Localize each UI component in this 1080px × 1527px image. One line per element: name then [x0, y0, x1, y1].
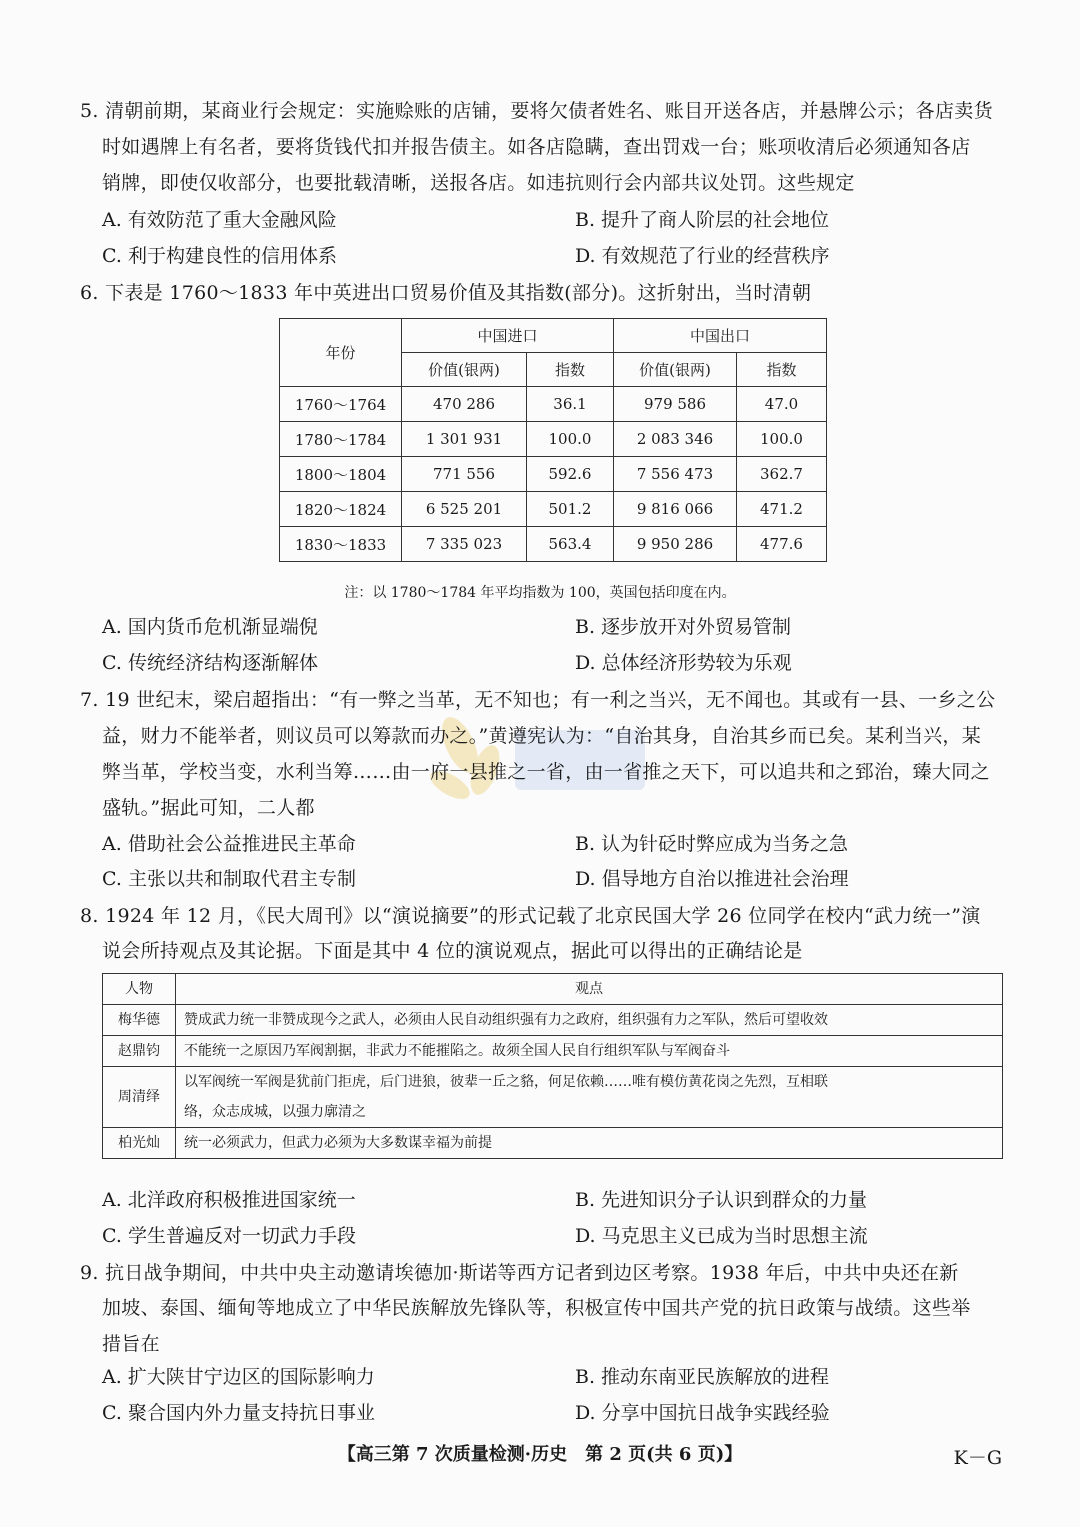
- table-row: [280, 422, 827, 457]
- table-cell: 9 950 286: [614, 527, 737, 562]
- table-cell: 1 301 931: [402, 422, 527, 457]
- paper-code: K－G: [953, 1447, 1002, 1469]
- table-cell: 470 286: [402, 387, 527, 422]
- q8-stem-line-1: 8. 1924 年 12 月，《民大周刊》以“演说摘要”的形式记载了北京民国大学 26 位同学在校内“武力统一”演: [80, 905, 981, 927]
- person-name: 梅华德: [103, 1005, 176, 1036]
- trade-table: [279, 318, 827, 562]
- q5-option-b[interactable]: B. 提升了商人阶层的社会地位: [575, 209, 830, 231]
- table-cell: 9 816 066: [614, 492, 737, 527]
- q9-stem-line-3: 措旨在: [102, 1333, 160, 1355]
- table-cell: 36.1: [527, 387, 614, 422]
- q8-option-a[interactable]: A. 北洋政府积极推进国家统一: [102, 1189, 356, 1211]
- table-row: [280, 387, 827, 422]
- q7-option-b[interactable]: B. 认为针砭时弊应成为当务之急: [575, 833, 849, 855]
- q7-option-a[interactable]: A. 借助社会公益推进民主革命: [102, 833, 356, 855]
- q9-option-a[interactable]: A. 扩大陕甘宁边区的国际影响力: [102, 1366, 375, 1388]
- q6-option-c[interactable]: C. 传统经济结构逐渐解体: [102, 652, 318, 674]
- table-cell: 362.7: [737, 457, 827, 492]
- q9-stem-line-2: 加坡、泰国、缅甸等地成立了中华民族解放先锋队等，积极宣传中国共产党的抗日政策与战绩。这些举: [102, 1297, 971, 1319]
- q7-option-d[interactable]: D. 倡导地方自治以推进社会治理: [575, 868, 849, 890]
- table-row: [280, 457, 827, 492]
- q8-option-d[interactable]: D. 马克思主义已成为当时思想主流: [575, 1225, 868, 1247]
- table-cell: 7 556 473: [614, 457, 737, 492]
- table-cell: 47.0: [737, 387, 827, 422]
- table-header-export-index: 指数: [737, 353, 827, 387]
- person-view-line: 络，众志成城，以强力廓清之: [184, 1104, 366, 1120]
- q5-option-d[interactable]: D. 有效规范了行业的经营秩序: [575, 245, 830, 267]
- q6-option-b[interactable]: B. 逐步放开对外贸易管制: [575, 616, 792, 638]
- table-cell: 1760～1764: [280, 387, 402, 422]
- table-cell: 477.6: [737, 527, 827, 562]
- table-cell: 100.0: [737, 422, 827, 457]
- q9-option-d[interactable]: D. 分享中国抗日战争实践经验: [575, 1402, 830, 1424]
- table-cell: 6 525 201: [402, 492, 527, 527]
- person-name: 柏光灿: [103, 1128, 176, 1159]
- table-cell: 1830～1833: [280, 527, 402, 562]
- table-row: [103, 1036, 1003, 1067]
- table-cell: 2 083 346: [614, 422, 737, 457]
- table-cell: 1780～1784: [280, 422, 402, 457]
- q6-stem-line-1: 6. 下表是 1760～1833 年中英进出口贸易价值及其指数(部分)。这折射出，当时清朝: [80, 282, 812, 304]
- q7-option-c[interactable]: C. 主张以共和制取代君主专制: [102, 868, 356, 890]
- table-cell: 771 556: [402, 457, 527, 492]
- q5-stem-line-1: 5. 清朝前期，某商业行会规定：实施赊账的店铺，要将欠债者姓名、账目开送各店，并悬牌公示；各店卖货: [80, 100, 993, 122]
- table-header-export-value: 价值(银两): [614, 353, 737, 387]
- table-cell: 592.6: [527, 457, 614, 492]
- q9-option-b[interactable]: B. 推动东南亚民族解放的进程: [575, 1366, 830, 1388]
- q8-option-b[interactable]: B. 先进知识分子认识到群众的力量: [575, 1189, 868, 1211]
- q7-stem-line-4: 盛轨。”据此可知，二人都: [102, 797, 315, 819]
- q5-stem-line-2: 时如遇牌上有名者，要将货钱代扣并报告债主。如各店隐瞒，查出罚戏一台；账项收清后必须通知各店: [102, 136, 971, 158]
- table-header-import-value: 价值(银两): [402, 353, 527, 387]
- page-footer: 【高三第 7 次质量检测·历史 第 2 页(共 6 页)】: [337, 1444, 743, 1465]
- table-cell: 100.0: [527, 422, 614, 457]
- person-view-cell: [176, 1067, 1003, 1128]
- q7-stem-line-2: 益，财力不能举者，则议员可以筹款而办之。”黄遵宪认为：“自治其身，自治其乡而已矣。某利当兴，某: [102, 725, 982, 747]
- table-header-person: 人物: [103, 974, 176, 1005]
- table-row: [103, 1067, 1003, 1128]
- q6-option-d[interactable]: D. 总体经济形势较为乐观: [575, 652, 792, 674]
- table-header-import-index: 指数: [527, 353, 614, 387]
- person-view: 赞成武力统一非赞成现今之武人，必须由人民自动组织强有力之政府，组织强有力之军队，然后可望收效: [176, 1005, 1003, 1036]
- table-row: [103, 1128, 1003, 1159]
- q8-stem-line-2: 说会所持观点及其论据。下面是其中 4 位的演说观点，据此可以得出的正确结论是: [102, 940, 803, 962]
- q5-option-a[interactable]: A. 有效防范了重大金融风险: [102, 209, 337, 231]
- table-header-export: 中国出口: [614, 319, 827, 353]
- table-cell: 979 586: [614, 387, 737, 422]
- table-row: [103, 1005, 1003, 1036]
- table-cell: 501.2: [527, 492, 614, 527]
- person-view: 不能统一之原因乃军阀割据，非武力不能摧陷之。故须全国人民自行组织军队与军阀奋斗: [176, 1036, 1003, 1067]
- q6-option-a[interactable]: A. 国内货币危机渐显端倪: [102, 616, 318, 638]
- table-header-year: 年份: [280, 319, 402, 387]
- q7-stem-line-3: 弊当革，学校当变，水利当筹……由一府一县推之一省，由一省推之天下，可以追共和之郅治，臻大同之: [102, 761, 990, 783]
- table-row: [280, 492, 827, 527]
- person-name: 赵鼎钧: [103, 1036, 176, 1067]
- q9-option-c[interactable]: C. 聚合国内外力量支持抗日事业: [102, 1402, 375, 1424]
- q9-stem-line-1: 9. 抗日战争期间，中共中央主动邀请埃德加·斯诺等西方记者到边区考察。1938 年后，中共中央还在新: [80, 1262, 959, 1284]
- table-cell: 563.4: [527, 527, 614, 562]
- table-cell: 7 335 023: [402, 527, 527, 562]
- q8-option-c[interactable]: C. 学生普遍反对一切武力手段: [102, 1225, 356, 1247]
- person-view-line: 以军阀统一军阀是犹前门拒虎，后门进狼，彼辈一丘之貉，何足依赖……唯有模仿黄花岗之先烈，互相联: [184, 1074, 828, 1090]
- q5-stem-line-3: 销牌，即使仅收部分，也要批载清晰，送报各店。如违抗则行会内部共议处罚。这些规定: [102, 172, 855, 194]
- table-cell: 1800～1804: [280, 457, 402, 492]
- q5-option-c[interactable]: C. 利于构建良性的信用体系: [102, 245, 337, 267]
- table-header-import: 中国进口: [402, 319, 614, 353]
- speech-table: [102, 973, 1003, 1159]
- person-name: 周清绎: [103, 1067, 176, 1128]
- person-view: 统一必须武力，但武力必须为大多数谋幸福为前提: [176, 1128, 1003, 1159]
- table-row: [280, 527, 827, 562]
- table-header-view: 观点: [176, 974, 1003, 1005]
- table-note: 注：以 1780～1784 年平均指数为 100，英国包括印度在内。: [344, 585, 736, 601]
- table-cell: 1820～1824: [280, 492, 402, 527]
- q7-stem-line-1: 7. 19 世纪末，梁启超指出：“有一弊之当革，无不知也；有一利之当兴，无不闻也。其或有一县、一乡之公: [80, 689, 996, 711]
- table-cell: 471.2: [737, 492, 827, 527]
